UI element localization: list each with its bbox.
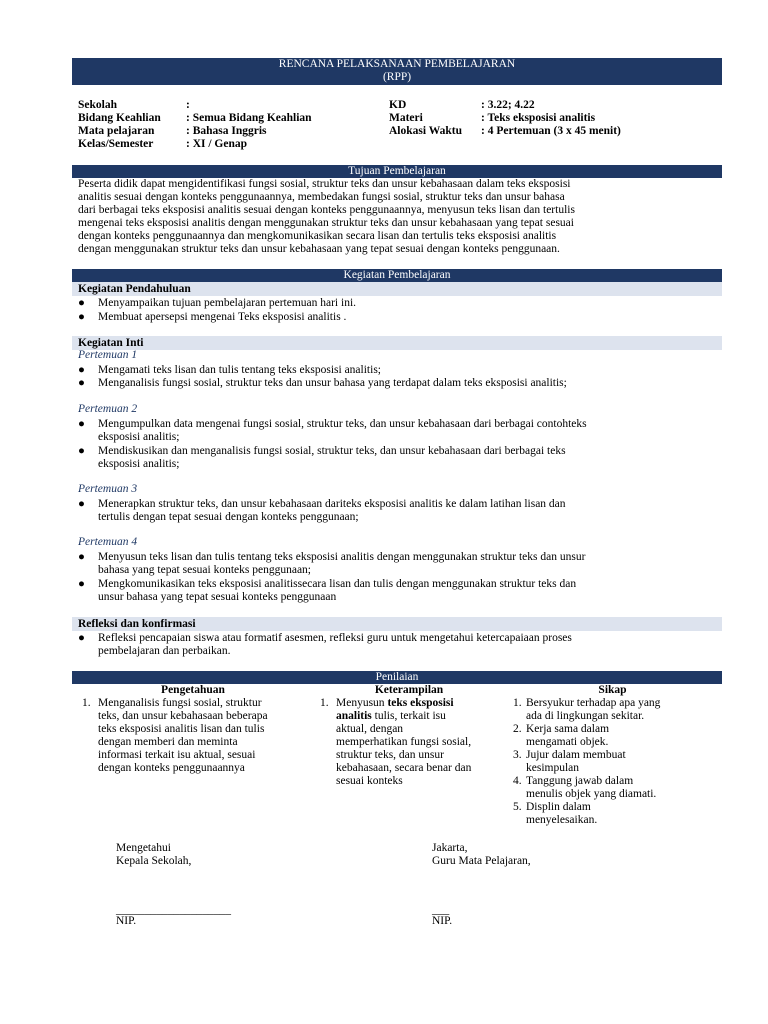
sikap-title: Sikap [598, 684, 627, 696]
materi-label: Materi [389, 112, 423, 124]
pengetahuan-title: Pengetahuan [161, 684, 225, 696]
list-item: 1. Bersyukur terhadap apa yang ada di lingkungan sekitar. [513, 697, 661, 722]
mapel-value: : Bahasa Inggris [186, 125, 267, 137]
sekolah-value: : [186, 99, 190, 111]
kegiatan-header: Kegiatan Pembelajaran [72, 269, 722, 282]
guru-label: Guru Mata Pelajaran, [432, 855, 531, 867]
bullet-icon: ● [78, 364, 85, 376]
inti-title: Kegiatan Inti [72, 336, 722, 350]
info-left [78, 99, 378, 151]
list-item: ● Mengkomunikasikan teks eksposisi analitissecara lisan dan tulis dengan menggunakan struktur teks dan unsur bahasa yang tepat sesuai konteks penggunaan [78, 578, 577, 603]
pertemuan-3-title: Pertemuan 3 [78, 483, 138, 495]
tujuan-line: dari berbagai teks eksposisi analitis sesuai dengan konteks penggunaannya, menyusun teks lisan dan tertulis [78, 204, 575, 216]
bullet-icon: ● [78, 578, 85, 590]
refleksi-title: Refleksi dan konfirmasi [72, 617, 722, 631]
bidang-value: : Semua Bidang Keahlian [186, 112, 312, 124]
list-item: ● Menyusun teks lisan dan tulis tentang teks eksposisi analitis dengan menggunakan struktur teks dan unsur bahasa yang tepat sesuai konteks penggunaan; [78, 551, 586, 576]
bullet-icon: ● [78, 632, 85, 644]
bullet-icon: ● [78, 498, 85, 510]
list-item: 4. Tanggung jawab dalam menulis objek yang diamati. [513, 775, 657, 800]
bullet-icon: ● [78, 311, 85, 323]
kd-label: KD [389, 99, 407, 111]
kd-value: : 3.22; 4.22 [481, 99, 535, 111]
bidang-label: Bidang Keahlian [78, 112, 161, 124]
tujuan-header: Tujuan Pembelajaran [72, 165, 722, 178]
list-item: ● Membuat apersepsi mengenai Teks eksposisi analitis . [78, 311, 347, 323]
info-right [389, 99, 719, 138]
keterampilan-column [316, 684, 502, 788]
list-item: 1. Menganalisis fungsi sosial, struktur teks, dan unsur kebahasaan beberapa teks eksposisi analitis lisan dan tulis dengan memberi dan meminta informasi terkait isu aktual, sesuai dengan konteks penggunaannya [82, 697, 268, 774]
jakarta-label: Jakarta, [432, 842, 468, 854]
bullet-icon: ● [78, 297, 85, 309]
kepala-sekolah-label: Kepala Sekolah, [116, 855, 192, 867]
sikap-column [510, 684, 715, 827]
mengetahui-label: Mengetahui [116, 842, 171, 854]
list-item: ● Mendiskusikan dan menganalisis fungsi sosial, struktur teks, dan unsur kebahasaan dari berbagai teks eksposisi analitis; [78, 445, 566, 470]
pertemuan-1-title: Pertemuan 1 [78, 349, 138, 361]
tujuan-line: mengenai teks eksposisi analitis dengan menggunakan struktur teks dan unsur kebahasaan yang tepat sesuai [78, 217, 574, 229]
bullet-icon: ● [78, 551, 85, 563]
nip-label: NIP. [432, 915, 453, 927]
signature-right [432, 842, 531, 928]
bullet-icon: ● [78, 445, 85, 457]
list-item: ● Mengamati teks lisan dan tulis tentang teks eksposisi analitis; [78, 364, 381, 376]
list-item: 3. Jujur dalam membuat kesimpulan [513, 749, 626, 774]
pendahuluan-title: Kegiatan Pendahuluan [72, 282, 722, 296]
nip-label: NIP. [116, 915, 137, 927]
tujuan-text [78, 178, 718, 256]
signature-left [116, 842, 231, 928]
kelas-label: Kelas/Semester [78, 138, 154, 150]
list-item: 2. Kerja sama dalam mengamati objek. [513, 723, 610, 748]
alokasi-value: : 4 Pertemuan (3 x 45 menit) [481, 125, 621, 137]
penilaian-header: Penilaian [72, 671, 722, 684]
list-item: ● Menerapkan struktur teks, dan unsur kebahasaan dariteks eksposisi analitis ke dalam latihan lisan dan tertulis dengan tepat sesuai dengan konteks penggunaan; [78, 498, 566, 523]
tujuan-line: dengan menggunakan struktur teks dan unsur kebahasaan yang tepat sesuai dengan konteks penggunaan. [78, 243, 560, 255]
alokasi-label: Alokasi Waktu [389, 125, 462, 137]
tujuan-line: dengan konteks penggunaannya dan mengkomunikasikan secara lisan dan tertulis teks eksposisi analitis [78, 230, 557, 242]
sekolah-label: Sekolah [78, 99, 117, 111]
kelas-value: : XI / Genap [186, 138, 248, 150]
title-band [72, 58, 722, 85]
list-item: ● Menyampaikan tujuan pembelajaran pertemuan hari ini. [78, 297, 357, 309]
mapel-label: Mata pelajaran [78, 125, 155, 137]
pertemuan-2-title: Pertemuan 2 [78, 403, 138, 415]
title-line2: (RPP) [382, 71, 412, 83]
signature-line: ___ [432, 904, 450, 916]
signature-line: ____________________ [116, 904, 231, 916]
pertemuan-4-title: Pertemuan 4 [78, 536, 138, 548]
list-item: ● Menganalisis fungsi sosial, struktur teks dan unsur bahasa yang terdapat dalam teks eksposisi analitis; [78, 377, 567, 389]
tujuan-line: analitis sesuai dengan konteks penggunaannya, membedakan fungsi sosial, struktur teks dan unsur bahasa [78, 191, 565, 203]
bullet-icon: ● [78, 377, 85, 389]
materi-value: : Teks eksposisi analitis [481, 112, 596, 124]
list-item: 5. Displin dalam menyelesaikan. [513, 801, 598, 826]
keterampilan-title: Keterampilan [374, 684, 444, 696]
list-item: 1. Menyusun teks eksposisi analitis tulis, terkait isu aktual, dengan memperhatikan fungsi sosial, struktur teks, dan unsur kebahasaan, secara benar dan sesuai konteks [320, 697, 472, 787]
title-line1: RENCANA PELAKSANAAN PEMBELAJARAN [278, 58, 516, 70]
tujuan-line: Peserta didik dapat mengidentifikasi fungsi sosial, struktur teks dan unsur kebahasaan dalam teks eksposisi [78, 178, 571, 190]
bullet-icon: ● [78, 418, 85, 430]
list-item: ● Refleksi pencapaian siswa atau formatif asesmen, refleksi guru untuk mengetahui ketercapaiaan proses pembelajaran dan perbaikan. [78, 632, 572, 657]
list-item: ● Mengumpulkan data mengenai fungsi sosial, struktur teks, dan unsur kebahasaan dari berbagai contohteks eksposisi analitis; [78, 418, 587, 443]
pengetahuan-column [78, 684, 308, 775]
